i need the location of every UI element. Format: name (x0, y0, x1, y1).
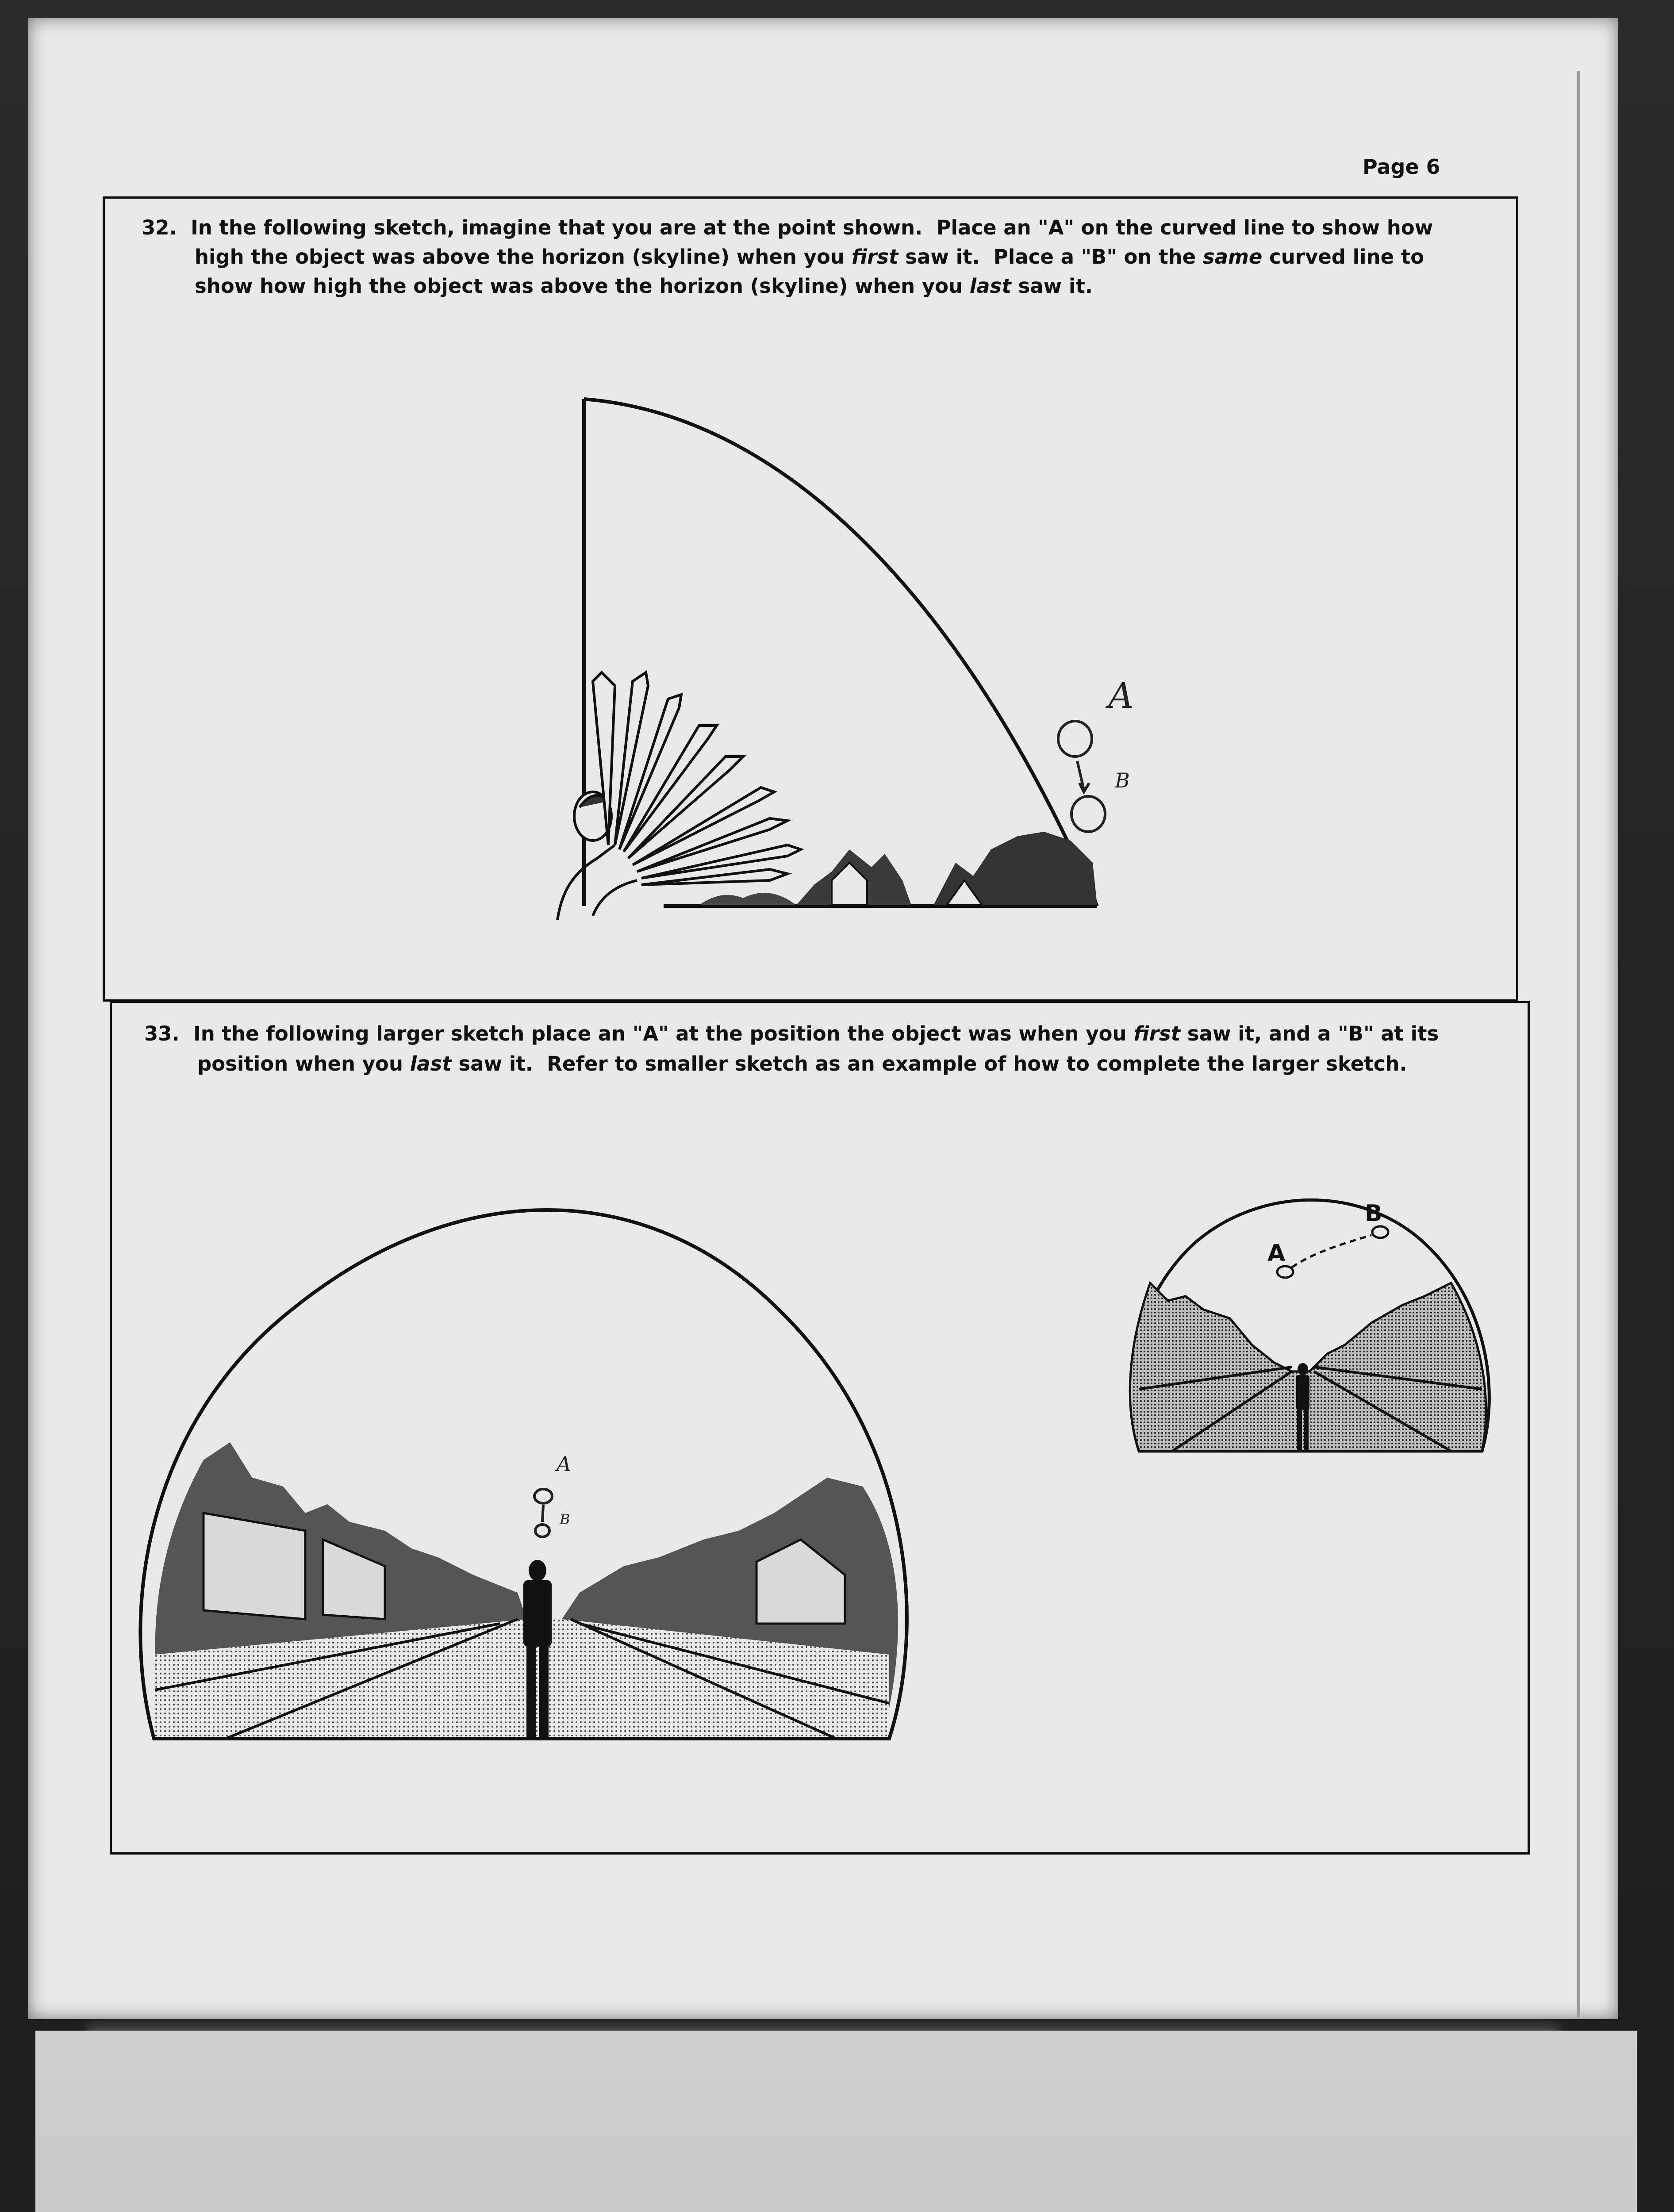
large-dome-sketch (137, 1177, 933, 1743)
question-33-line-2: position when you last saw it. Refer to smaller sketch as an example of how to complete the larger sketch. (197, 1052, 1407, 1075)
handwritten-b: B (1115, 768, 1130, 792)
question-33-line-1: 33. In the following larger sketch place an "A" at the position the object was when you first saw it, and a "B" at its (144, 1022, 1439, 1045)
large-handwritten-b: B (560, 1511, 570, 1528)
example-label-a: A (1267, 1240, 1286, 1267)
question-32-text (142, 213, 1433, 242)
question-33-number: 33. (144, 1022, 180, 1045)
example-dome-sketch (1115, 1177, 1504, 1460)
page-number: Page 6 (1363, 155, 1440, 179)
pointing-person (557, 672, 801, 920)
question-32-line-3: show how high the object was above the horizon (skyline) when you last saw it. (195, 274, 1093, 298)
skyline-houses (699, 832, 1097, 905)
underlying-page (35, 2031, 1637, 2212)
answer-marks (1058, 721, 1105, 832)
handwritten-a: A (1108, 675, 1134, 716)
left-house (203, 1513, 305, 1619)
question-32-number: 32. (142, 216, 177, 239)
question-32-line-2: high the object was above the horizon (skyline) when you first saw it. Place a "B" on the same curved line to (195, 245, 1424, 269)
example-label-b: B (1365, 1200, 1382, 1227)
quarter-arc-sketch (522, 389, 1186, 964)
page-edge-line (1577, 71, 1580, 2017)
large-handwritten-a: A (557, 1452, 572, 1476)
question-32-line-1: In the following sketch, imagine that you are at the point shown. Place an "A" on the curved line to show how (191, 216, 1433, 239)
